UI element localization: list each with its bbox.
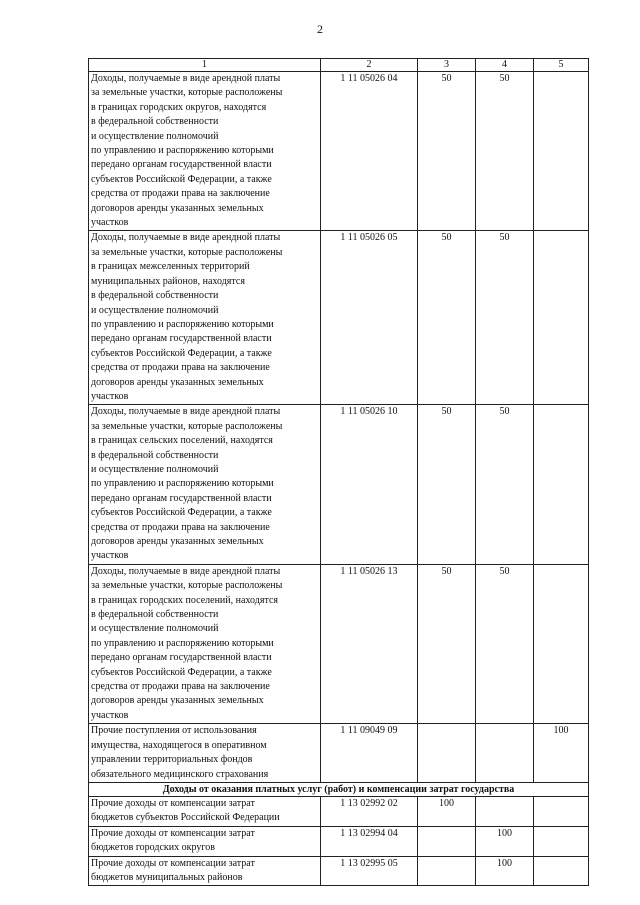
column-header: 2	[321, 59, 418, 72]
table-row	[89, 231, 589, 405]
table-row	[89, 856, 589, 886]
income-description: Доходы, получаемые в виде арендной платы за земельные участки, которые расположены в границах городских поселений, находятся в федеральной собственности и осуществление полномочий по управлению и распоряжению которыми передано органам государственной власти субъектов Российской Федерации, а также средства от продажи права на заключение договоров аренды указанных земельных участков	[89, 564, 321, 723]
section-heading-row	[89, 782, 589, 796]
table-header-row	[89, 59, 589, 72]
col5-value	[534, 826, 589, 856]
income-description: Доходы, получаемые в виде арендной платы за земельные участки, которые расположены в границах городских округов, находятся в федеральной собственности и осуществление полномочий по управлению и распоряжению которыми передано органам государственной власти субъектов Российской Федерации, а также средства от продажи права на заключение договоров аренды указанных земельных участков	[89, 72, 321, 231]
column-header: 3	[418, 59, 476, 72]
budget-code: 1 13 02992 02	[321, 796, 418, 826]
col3-value: 50	[418, 405, 476, 564]
income-description: Прочие доходы от компенсации затрат бюджетов городских округов	[89, 826, 321, 856]
col3-value: 50	[418, 72, 476, 231]
income-description: Доходы, получаемые в виде арендной платы за земельные участки, которые расположены в границах межселенных территорий муниципальных районов, находятся в федеральной собственности и осуществление полномочий по управлению и распоряжению которыми передано органам государственной власти субъектов Российской Федерации, а также средства от продажи права на заключение договоров аренды указанных земельных участков	[89, 231, 321, 405]
col3-value	[418, 826, 476, 856]
col5-value	[534, 856, 589, 886]
table-row	[89, 405, 589, 564]
income-description: Прочие доходы от компенсации затрат бюджетов муниципальных районов	[89, 856, 321, 886]
budget-code: 1 13 02995 05	[321, 856, 418, 886]
col5-value	[534, 796, 589, 826]
budget-code: 1 11 09049 09	[321, 724, 418, 783]
table-row	[89, 564, 589, 723]
income-description: Прочие поступления от использования имущества, находящегося в оперативном управлении территориальных фондов обязательного медицинского страхования	[89, 724, 321, 783]
col4-value	[476, 796, 534, 826]
table-row	[89, 796, 589, 826]
budget-code: 1 11 05026 05	[321, 231, 418, 405]
income-description: Прочие доходы от компенсации затрат бюджетов субъектов Российской Федерации	[89, 796, 321, 826]
col3-value	[418, 856, 476, 886]
budget-code: 1 13 02994 04	[321, 826, 418, 856]
col4-value: 50	[476, 564, 534, 723]
income-description: Доходы, получаемые в виде арендной платы за земельные участки, которые расположены в границах сельских поселений, находятся в федеральной собственности и осуществление полномочий по управлению и распоряжению которыми передано органам государственной власти субъектов Российской Федерации, а также средства от продажи права на заключение договоров аренды указанных земельных участков	[89, 405, 321, 564]
col5-value: 100	[534, 724, 589, 783]
table-row	[89, 72, 589, 231]
col4-value: 100	[476, 856, 534, 886]
section-title: Доходы от оказания платных услуг (работ) и компенсации затрат государства	[89, 782, 589, 796]
table-row	[89, 724, 589, 783]
column-header: 4	[476, 59, 534, 72]
col5-value	[534, 72, 589, 231]
column-header: 5	[534, 59, 589, 72]
col5-value	[534, 564, 589, 723]
col4-value: 50	[476, 231, 534, 405]
page-number: 2	[317, 22, 323, 36]
col3-value: 50	[418, 564, 476, 723]
col3-value	[418, 724, 476, 783]
col4-value	[476, 724, 534, 783]
col3-value: 50	[418, 231, 476, 405]
revenue-table	[88, 58, 589, 886]
col4-value: 50	[476, 405, 534, 564]
table-row	[89, 826, 589, 856]
budget-code: 1 11 05026 10	[321, 405, 418, 564]
col4-value: 100	[476, 826, 534, 856]
budget-code: 1 11 05026 04	[321, 72, 418, 231]
col5-value	[534, 231, 589, 405]
col3-value: 100	[418, 796, 476, 826]
col5-value	[534, 405, 589, 564]
col4-value: 50	[476, 72, 534, 231]
budget-code: 1 11 05026 13	[321, 564, 418, 723]
column-header: 1	[89, 59, 321, 72]
